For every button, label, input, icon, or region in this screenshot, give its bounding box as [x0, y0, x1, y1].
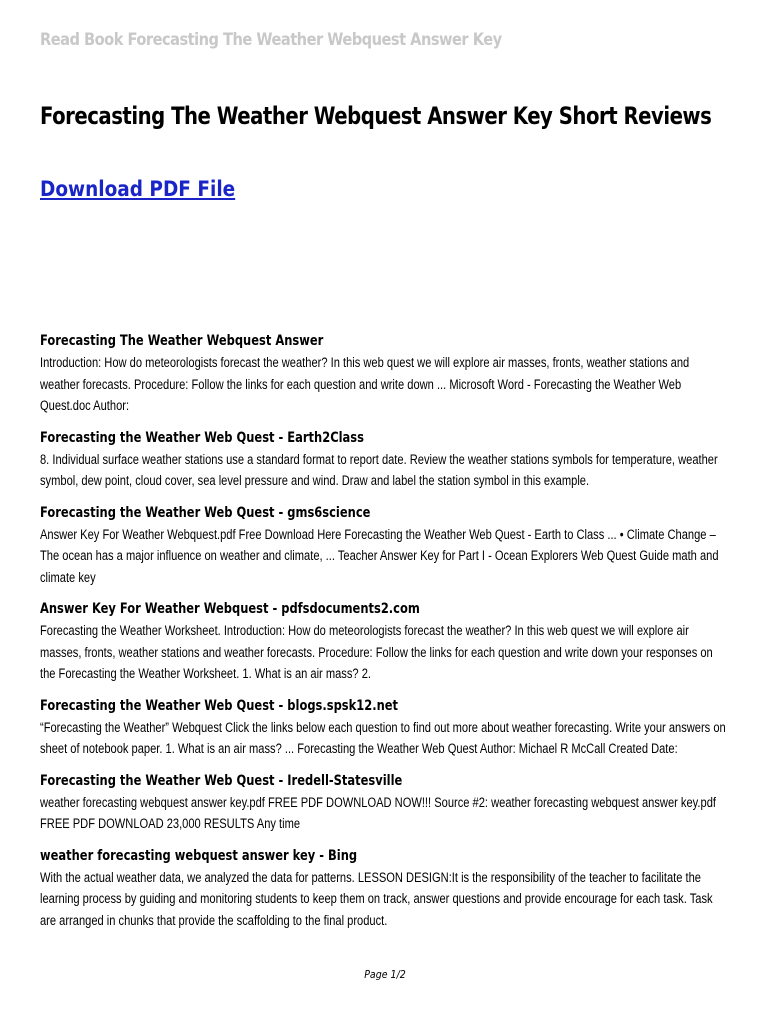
review-snippet: “Forecasting the Weather” Webquest Click the links below each question to find out more about weather forecasting. Write your answers on sheet of notebook paper. 1. What is an air mass? ... Forecasting the Weather Web Quest Author: Michael R McCall Created Date:	[40, 719, 726, 756]
review-entry	[40, 696, 728, 760]
review-snippet: With the actual weather data, we analyzed the data for patterns. LESSON DESIGN:It is the responsibility of the teacher to facilitate the learning process by guiding and monitoring students to keep them on track, answer questions and provide encourage for each task. Task are arranged in chunks that provide the scaffolding to the final product.	[40, 869, 713, 928]
review-snippet: Forecasting the Weather Worksheet. Introduction: How do meteorologists forecast the weather? In this web quest we will explore air masses, fronts, weather stations and weather forecasts. Procedure: Follow the links for each question and write down your responses on the Forecasting the Weather Worksheet. 1. What is an air mass? 2.	[40, 623, 713, 681]
review-title: Forecasting the Weather Web Quest - blogs.spsk12.net	[40, 697, 399, 714]
review-snippet: Answer Key For Weather Webquest.pdf Free Download Here Forecasting the Weather Web Quest - Earth to Class ... • Climate Change – The ocean has a major influence on weather and climate, ... Teacher Answer Key for Part I - Ocean Explorers Web Quest Guide math and climate key	[40, 526, 719, 585]
review-snippet: Introduction: How do meteorologists forecast the weather? In this web quest we will explore air masses, fronts, weather stations and weather forecasts. Procedure: Follow the links for each question and write down ... Microsoft Word - Forecasting the Weather Web Quest.doc Author:	[40, 355, 690, 413]
review-title: Forecasting The Weather Webquest Answer	[40, 333, 324, 349]
download-pdf-link[interactable]: Download PDF File	[40, 177, 236, 201]
review-snippet: weather forecasting webquest answer key.pdf FREE PDF DOWNLOAD NOW!!! Source #2: weather forecasting webquest answer key.pdf FREE PDF DOWNLOAD 23,000 RESULTS Any time	[40, 794, 716, 831]
review-entry	[40, 771, 728, 835]
review-entry	[40, 428, 728, 492]
review-title: Forecasting the Weather Web Quest - Iredell-Statesville	[40, 772, 403, 789]
review-title: Answer Key For Weather Webquest - pdfsdocuments2.com	[40, 601, 420, 617]
review-title: Forecasting the Weather Web Quest - gms6science	[40, 504, 371, 521]
review-entry	[40, 331, 728, 417]
review-entry	[40, 503, 728, 589]
review-title: Forecasting the Weather Web Quest - Earth2Class	[40, 429, 364, 446]
review-entry	[40, 846, 728, 932]
review-snippet: 8. Individual surface weather stations use a standard format to report date. Review the weather stations symbols for temperature, weather symbol, dew point, cloud cover, sea level pressure and wind. Draw and label the station symbol in this example.	[40, 451, 718, 488]
running-header: Read Book Forecasting The Weather Webquest Answer Key	[40, 30, 502, 50]
review-entry	[40, 599, 728, 685]
review-list	[40, 331, 728, 942]
page-number: Page 1/2	[364, 968, 406, 981]
review-title: weather forecasting webquest answer key - Bing	[40, 847, 358, 864]
page-title: Forecasting The Weather Webquest Answer Key Short Reviews	[40, 102, 712, 130]
